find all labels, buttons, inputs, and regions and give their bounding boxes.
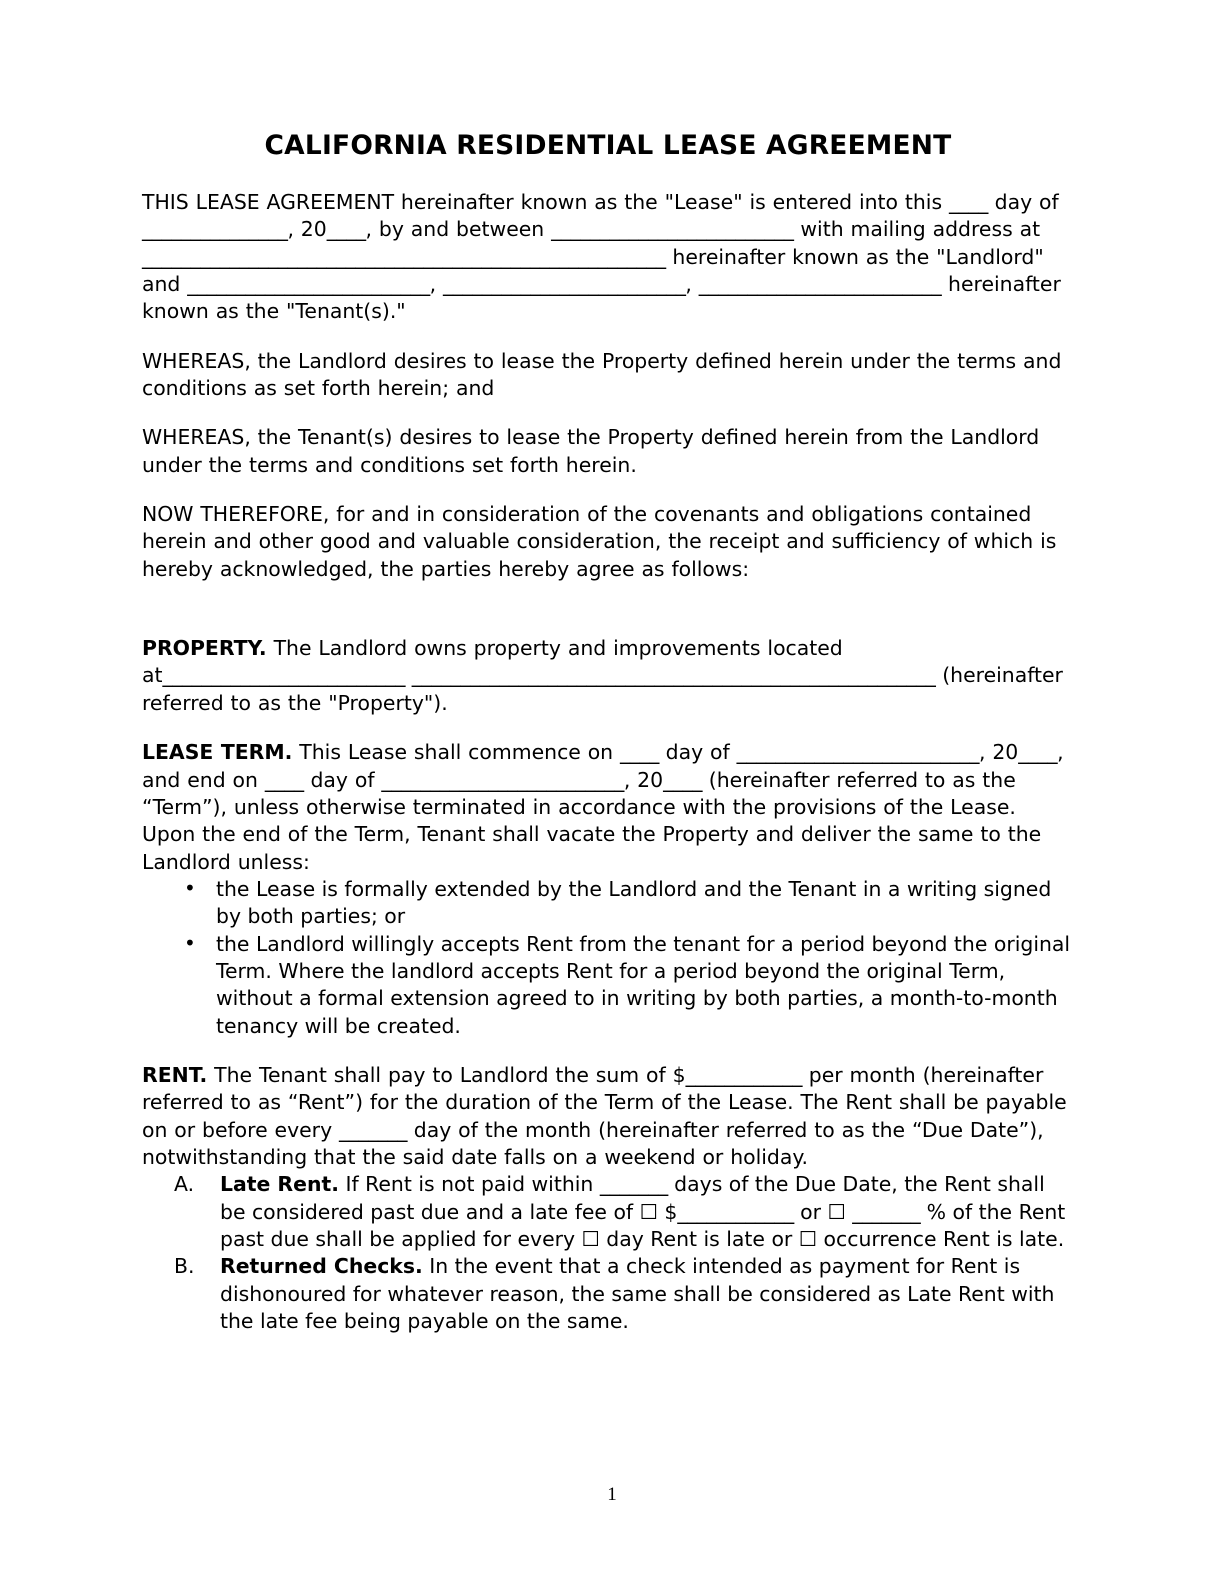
whereas-landlord-paragraph: WHEREAS, the Landlord desires to lease the Property defined herein under the terms and conditions as set forth herein; and xyxy=(142,348,1062,401)
property-section xyxy=(142,635,1074,717)
lease-term-text-g: (hereinafter referred to as the “Term”), unless otherwise terminated in accordance with the provisions of the Lease. Upon the end of the Term, Tenant shall vacate the Property and deliver the same to the Landlord unless: xyxy=(142,767,1042,874)
late-rent-text-f: % of the Rent past due shall be applied for every xyxy=(220,1199,1066,1251)
checkbox-per-day[interactable]: ☐ xyxy=(581,1227,600,1251)
blank-end-month[interactable]: _________________________ xyxy=(381,767,624,792)
late-rent-text-b: days of the Due Date, the Rent shall be considered past due and a late fee of xyxy=(220,1172,1045,1224)
rent-text-c: day of the month (hereinafter referred to as the “Due Date”), notwithstanding that the said date falls on a weekend or holiday. xyxy=(142,1117,1044,1169)
lease-term-section xyxy=(142,739,1074,876)
list-item xyxy=(142,1171,1074,1253)
rent-text-b: per month (hereinafter referred to as “Rent”) for the duration of the Term of the Lease. The Rent shall be payable on or before every xyxy=(142,1062,1067,1142)
blank-tenant-2[interactable]: _________________________ xyxy=(443,272,686,297)
intro-text-a: THIS LEASE AGREEMENT hereinafter known as the "Lease" is entered into this xyxy=(142,190,949,214)
blank-month[interactable]: _______________ xyxy=(142,217,288,242)
lease-term-text-a: This Lease shall commence on xyxy=(292,740,620,765)
intro-paragraph xyxy=(142,189,1074,326)
lease-term-text-c: , 20 xyxy=(978,740,1019,765)
blank-tenant-1[interactable]: _________________________ xyxy=(187,272,430,297)
late-rent-text-c: $ xyxy=(657,1199,678,1224)
rent-sub-list xyxy=(142,1171,1074,1335)
rent-text-a: The Tenant shall pay to Landlord the sum of $ xyxy=(207,1062,686,1087)
lease-term-bullet-list xyxy=(142,876,1074,1040)
list-item: • the Landlord willingly accepts Rent from the tenant for a period beyond the original Term. Where the landlord accepts Rent for a period beyond the original Term, without a formal extension agreed to in writing by both parties, a month-to-month tenancy will be created. xyxy=(142,931,1074,1040)
blank-commence-year[interactable]: ____ xyxy=(1018,740,1058,765)
now-therefore-paragraph: NOW THEREFORE, for and in consideration of the covenants and obligations contained herein and other good and valuable consideration, the receipt and sufficiency of which is hereby acknowledged, the parties hereby agree as follows: xyxy=(142,502,1057,581)
blank-late-fee-amount[interactable]: ____________ xyxy=(677,1199,794,1224)
intro-text-i: hereinafter known as the "Tenant(s)." xyxy=(142,272,1061,324)
lease-term-text-e: day of xyxy=(303,767,382,792)
intro-text-c: , 20 xyxy=(287,217,327,242)
blank-due-date[interactable]: _______ xyxy=(339,1117,407,1142)
page-title: CALIFORNIA RESIDENTIAL LEASE AGREEMENT xyxy=(264,130,952,161)
returned-checks-label: Returned Checks. xyxy=(220,1254,423,1279)
whereas-tenant-paragraph: WHEREAS, the Tenant(s) desires to lease the Property defined herein from the Landlord under the terms and conditions set forth herein. xyxy=(142,425,1040,477)
intro-text-d: , by and between xyxy=(365,217,552,242)
late-rent-text-a: If Rent is not paid within xyxy=(338,1172,600,1197)
blank-property-address-1[interactable]: _________________________ xyxy=(162,663,405,688)
blank-end-day[interactable]: ____ xyxy=(264,767,304,792)
intro-text-g: , xyxy=(429,272,444,297)
blank-year[interactable]: ____ xyxy=(326,217,366,242)
checkbox-per-occurrence[interactable]: ☐ xyxy=(798,1227,818,1251)
lease-term-heading: LEASE TERM. xyxy=(142,740,293,765)
section-spacer xyxy=(142,605,1074,635)
blank-tenant-3[interactable]: _________________________ xyxy=(698,272,942,297)
blank-late-days[interactable]: _______ xyxy=(599,1172,668,1197)
lease-term-text-b: day of xyxy=(658,740,737,765)
blank-end-year[interactable]: ____ xyxy=(663,767,702,792)
blank-day[interactable]: ____ xyxy=(948,190,988,214)
late-rent-label: Late Rent. xyxy=(220,1172,339,1197)
property-text-a: The Landlord owns property and improvements located at xyxy=(142,636,843,688)
blank-late-fee-percent[interactable]: _______ xyxy=(852,1199,921,1224)
checkbox-late-fee-percent[interactable]: ☐ xyxy=(827,1199,846,1224)
list-item: • the Lease is formally extended by the Landlord and the Tenant in a writing signed by both parties; or xyxy=(142,876,1074,931)
blank-rent-amount[interactable]: ____________ xyxy=(685,1062,802,1087)
intro-text-h: , xyxy=(685,272,699,297)
rent-heading: RENT. xyxy=(142,1062,208,1087)
list-marker-a: A. xyxy=(174,1172,195,1197)
lease-term-text-d: , and end on xyxy=(142,740,1064,792)
intro-text-e: with mailing address at xyxy=(793,217,1041,242)
property-text-c: (hereinafter referred to as the "Property"). xyxy=(142,663,1063,715)
lease-term-text-f: , 20 xyxy=(623,767,664,792)
late-rent-text-d: or xyxy=(793,1199,828,1224)
list-item xyxy=(142,1253,1074,1335)
property-heading: PROPERTY. xyxy=(142,636,267,661)
blank-property-address-2[interactable]: ______________________________________________________ xyxy=(411,663,936,688)
list-marker-b: B. xyxy=(174,1254,195,1279)
checkbox-late-fee-flat[interactable]: ☐ xyxy=(639,1199,658,1224)
returned-checks-text: In the event that a check intended as payment for Rent is dishonoured for whatever reason, the same shall be considered as Late Rent with the late fee being payable on the same. xyxy=(220,1254,1055,1334)
property-text-b xyxy=(405,663,412,687)
late-rent-text-h: occurrence Rent is late. xyxy=(817,1227,1065,1251)
blank-commence-day[interactable]: ____ xyxy=(619,740,659,765)
intro-text-f: hereinafter known as the "Landlord" and xyxy=(142,244,1044,297)
blank-commence-month[interactable]: _________________________ xyxy=(736,740,979,765)
late-rent-text-g: day Rent is late or xyxy=(599,1227,799,1251)
intro-text-b: day of xyxy=(987,190,1059,214)
rent-section xyxy=(142,1062,1074,1171)
blank-mailing-address[interactable]: ______________________________________________________ xyxy=(142,244,666,269)
blank-landlord-name[interactable]: _________________________ xyxy=(551,217,794,242)
page-number: 1 xyxy=(607,1484,617,1505)
